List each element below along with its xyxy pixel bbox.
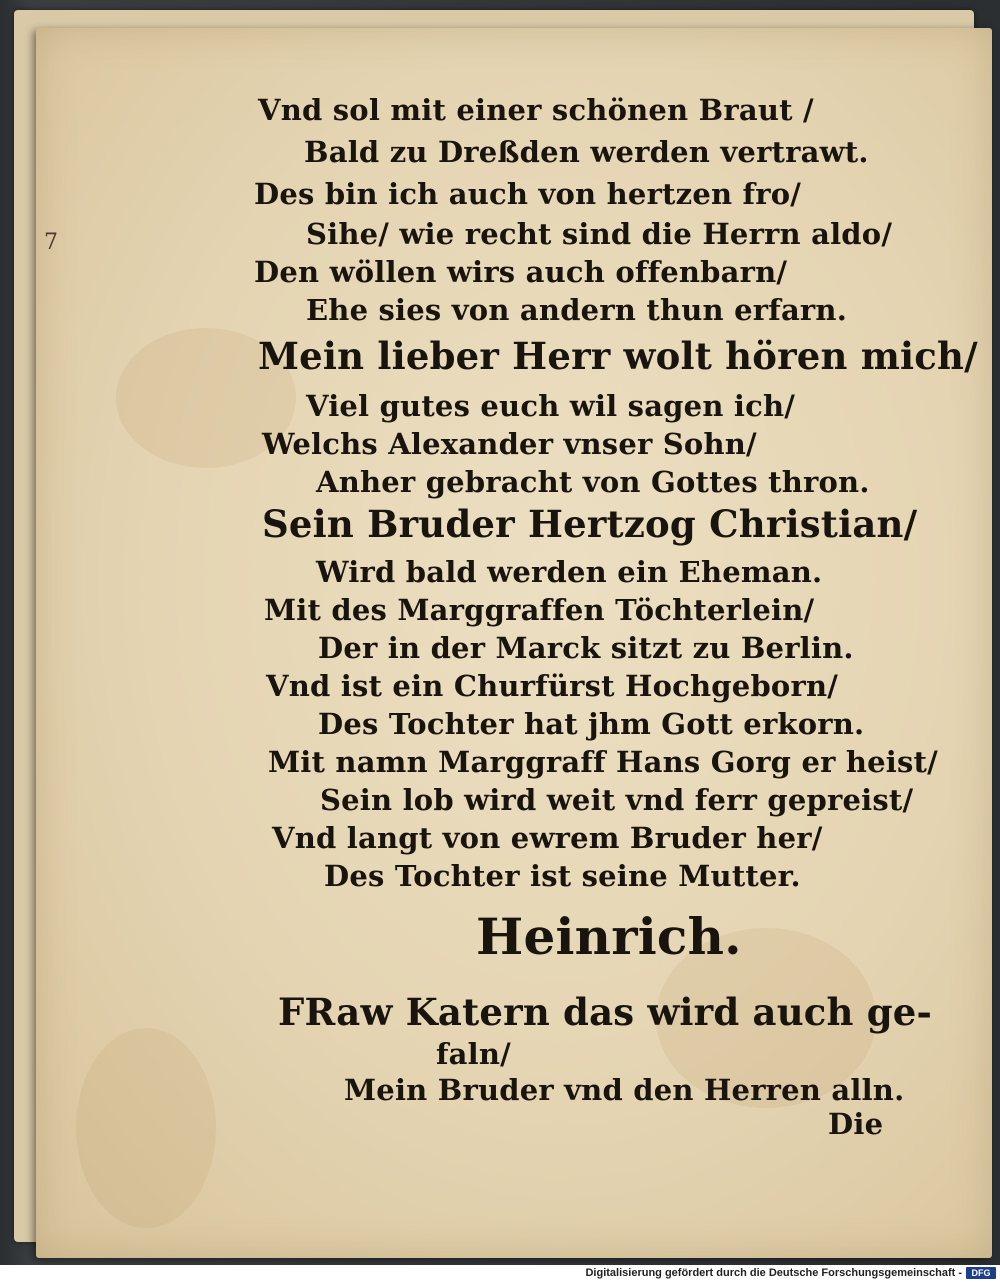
verse-line-large: Mein lieber Herr wolt hören mich/ <box>258 334 978 378</box>
verse-line: Bald zu Dreßden werden vertrawt. <box>304 135 869 169</box>
paper-stain <box>76 1028 216 1228</box>
verse-line: Mit des Marggraffen Töchterlein/ <box>264 593 815 627</box>
footer-bar <box>0 1265 1000 1282</box>
verse-line-large: Sein Bruder Hertzog Christian/ <box>262 502 918 546</box>
verse-line: Vnd langt von ewrem Bruder her/ <box>272 821 823 855</box>
speech-line: Mein Bruder vnd den Herren alln. <box>344 1073 905 1107</box>
verse-line: Den wöllen wirs auch offenbarn/ <box>254 255 788 289</box>
verse-line: Des Tochter ist seine Mutter. <box>324 859 801 893</box>
dfg-logo[interactable]: DFG <box>966 1267 996 1279</box>
verse-line: Wird bald werden ein Eheman. <box>316 555 823 589</box>
verse-line: Viel gutes euch wil sagen ich/ <box>306 389 796 423</box>
verse-line: Mit namn Marggraff Hans Gorg er heist/ <box>268 745 938 779</box>
speaker-heading: Heinrich. <box>476 907 742 966</box>
verse-line: Welchs Alexander vnser Sohn/ <box>262 427 757 461</box>
verse-line: Ehe sies von andern thun erfarn. <box>306 293 847 327</box>
funding-credit: Digitalisierung gefördert durch die Deutsche Forschungsgemeinschaft - <box>585 1267 962 1279</box>
verse-line: Vnd ist ein Churfürst Hochgeborn/ <box>266 669 839 703</box>
verse-line: Anher gebracht von Gottes thron. <box>316 465 870 499</box>
catchword: Die <box>828 1107 884 1141</box>
speech-line: FRaw Katern das wird auch ge- <box>278 990 933 1034</box>
verse-line: Sihe/ wie recht sind die Herrn aldo/ <box>306 217 893 251</box>
verse-line: Des bin ich auch von hertzen fro/ <box>254 177 802 211</box>
verse-line: Der in der Marck sitzt zu Berlin. <box>318 631 854 665</box>
verse-line: Sein lob wird weit vnd ferr gepreist/ <box>320 783 914 817</box>
verse-line: Vnd sol mit einer schönen Braut / <box>258 93 814 127</box>
verse-line: Des Tochter hat jhm Gott erkorn. <box>318 707 865 741</box>
margin-mark: 7 <box>44 230 59 255</box>
speech-line: faln/ <box>436 1037 511 1071</box>
